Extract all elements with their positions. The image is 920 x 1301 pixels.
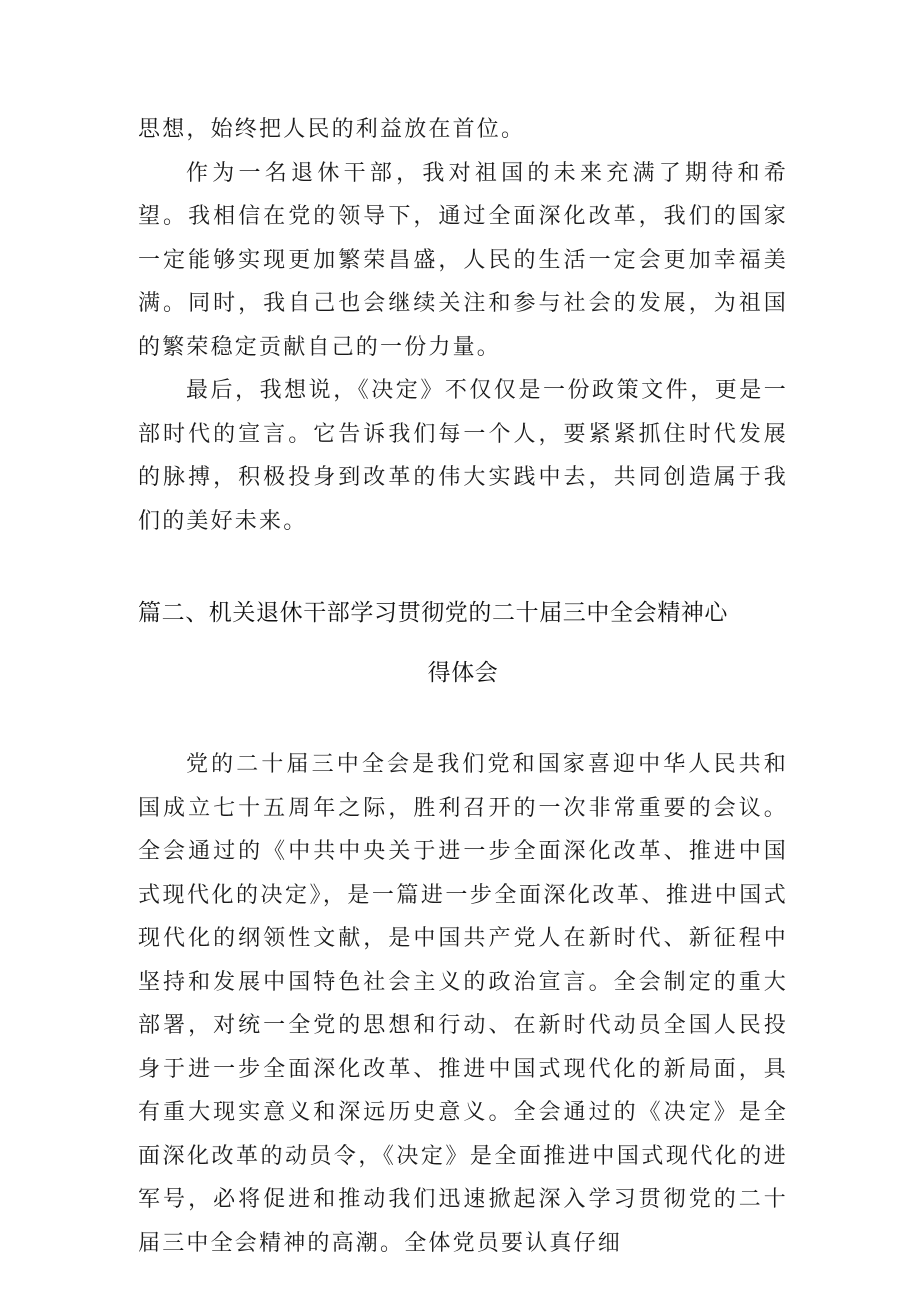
paragraph-plenum-intro: 党的二十届三中全会是我们党和国家喜迎中华人民共和国成立七十五周年之际，胜利召开的一次非常重要的会议。全会通过的《中共中央关于进一步全面深化改革、推进中国式现代化的决定》，是一篇进一步全面深化改革、推进中国式现代化的纲领性文献，是中国共产党人在新时代、新征程中坚持和发展中国特色社会主义的政治宣言。全会制定的重大部署，对统一全党的思想和行动、在新时代动员全国人民投身于进一步全面深化改革、推进中国式现代化的新局面，具有重大现实意义和深远历史意义。全会通过的《决定》是全面深化改革的动员令，《决定》是全面推进中国式现代化的进军号，必将促进和推动我们迅速掀起深入学习贯彻党的二十届三中全会精神的高潮。全体党员要认真仔细	[138, 752, 788, 1256]
document-body	[138, 108, 788, 1265]
section-title-line-2: 得体会	[427, 660, 499, 686]
section-title-line-1: 篇二、机关退休干部学习贯彻党的二十届三中全会精神心	[138, 600, 728, 626]
paragraph-closing-remarks: 最后，我想说，《决定》不仅仅是一份政策文件，更是一部时代的宣言。它告诉我们每一个人，要紧紧抓住时代发展的脉搏，积极投身到改革的伟大实践中去，共同创造属于我们的美好未来。	[138, 378, 788, 534]
paragraph-retiree-hopes: 作为一名退休干部，我对祖国的未来充满了期待和希望。我相信在党的领导下，通过全面深化改革，我们的国家一定能够实现更加繁荣昌盛，人民的生活一定会更加幸福美满。同时，我自己也会继续关注和参与社会的发展，为祖国的繁荣稳定贡献自己的一份力量。	[138, 160, 788, 360]
paragraph-continuation: 思想，始终把人民的利益放在首位。	[138, 117, 526, 142]
section-title	[138, 583, 788, 703]
